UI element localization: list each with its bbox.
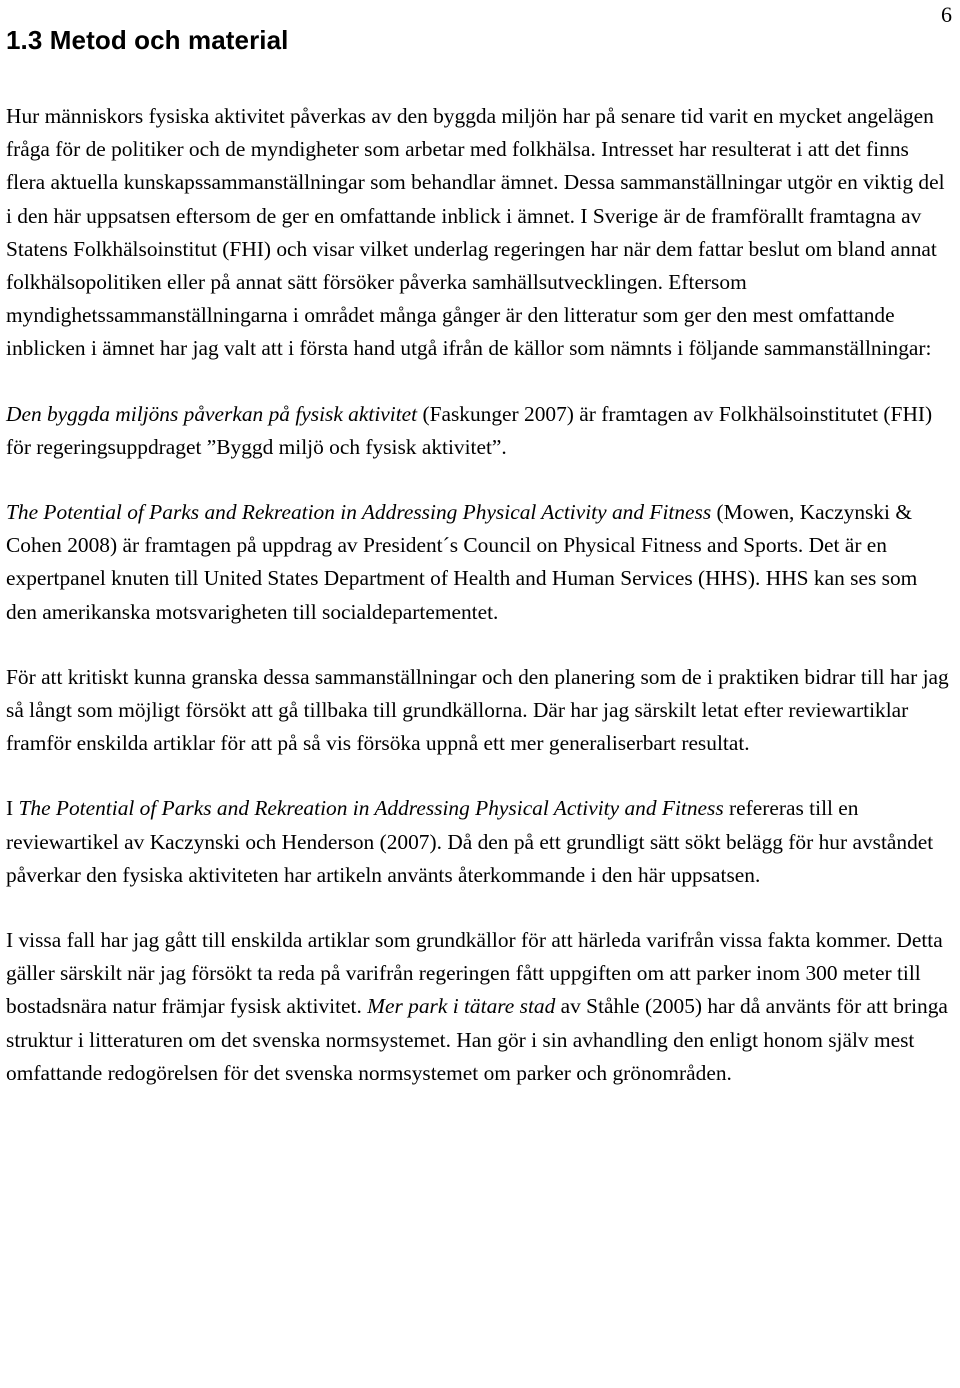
review-prefix: I — [6, 796, 19, 821]
primary-source-title: Mer park i tätare stad — [367, 994, 556, 1019]
source-title-parks: The Potential of Parks and Rekreation in Addressing Physical Activity and Fitness — [6, 500, 712, 525]
paragraph-method-review: För att kritiskt kunna granska dessa sammanställningar och den planering som de i praktiken bidrar till har jag så långt som möjligt försökt att gå tillbaka till grundkällorna. Där har jag särskilt letat efter reviewartiklar framför enskilda artiklar för att på så vis försöka uppnå ett mer generaliserbart resultat. — [6, 664, 949, 756]
paragraph-intro: Hur människors fysiska aktivitet påverkas av den byggda miljön har på senare tid varit en mycket angelägen fråga för de politiker och de myndigheter som arbetar med folkhälsa. Intresset har resulterat i att det finns flera aktuella kunskapssammanställningar som behandlar ämnet. Dessa sammanställningar utgör en viktig del i den här uppsatsen eftersom de ger en omfattande inblick i ämnet. I Sverige är de framförallt framtagna av Statens Folkhälsoinstitut (FHI) och visar vilket underlag regeringen har när dem fattar beslut om bland annat folkhälsopolitiken eller på annat sätt försöker påverka samhällsutvecklingen. Eftersom myndighetssammanställningarna i området många gånger är den litteratur som ger den mest omfattande inblicken i ämnet har jag valt att i första hand utgå ifrån de källor som nämnts i följande sammanställningar: — [6, 104, 945, 361]
document-body — [6, 100, 951, 1090]
paragraph-source-fhi — [6, 398, 951, 464]
source-title-fhi: Den byggda miljöns påverkan på fysisk aktivitet — [6, 401, 418, 426]
source-description-parks: (Mowen, Kaczynski & Cohen 2008) är framtagen på uppdrag av President´s Council on Physical Fitness and Sports. Det är en expertpanel knuten till United States Department of Health and Human Services (HHS). HHS kan ses som den amerikanska motsvarigheten till socialdepartementet. — [6, 500, 918, 624]
review-description: refereras till en reviewartikel av Kaczynski och Henderson (2007). Då den på ett grundligt sätt sökt belägg för hur avståndet påverkar den fysiska aktiviteten har artikeln använts återkommande i den här uppsatsen. — [6, 796, 934, 887]
review-source-title: The Potential of Parks and Rekreation in Addressing Physical Activity and Fitness — [18, 796, 724, 821]
primary-sources-text-a: I vissa fall har jag gått till enskilda artiklar som grundkällor för att härleda varifrån vissa fakta kommer. Detta gäller särskilt när jag försökt ta reda på varifrån regeringen fått uppgiften om att parker inom 300 meter till bostadsnära natur främjar fysisk aktivitet. — [6, 928, 943, 1019]
page-number: 6 — [941, 2, 952, 27]
primary-sources-text-b: av Ståhle (2005) har då använts för att bringa struktur i litteraturen om det svenska normsystemet. Han gör i sin avhandling den enligt honom själv mest omfattande redogörelsen för det svenska normsystemet om parker och grönområden. — [6, 994, 948, 1085]
paragraph-primary-sources — [6, 924, 951, 1090]
source-description-fhi: (Faskunger 2007) är framtagen av Folkhälsoinstitutet (FHI) för regeringsuppdraget ”Byggd miljö och fysisk aktivitet”. — [6, 401, 933, 459]
paragraph-review-article — [6, 792, 951, 892]
paragraph-source-parks — [6, 496, 951, 629]
section-heading: 1.3 Metod och material — [6, 25, 289, 55]
